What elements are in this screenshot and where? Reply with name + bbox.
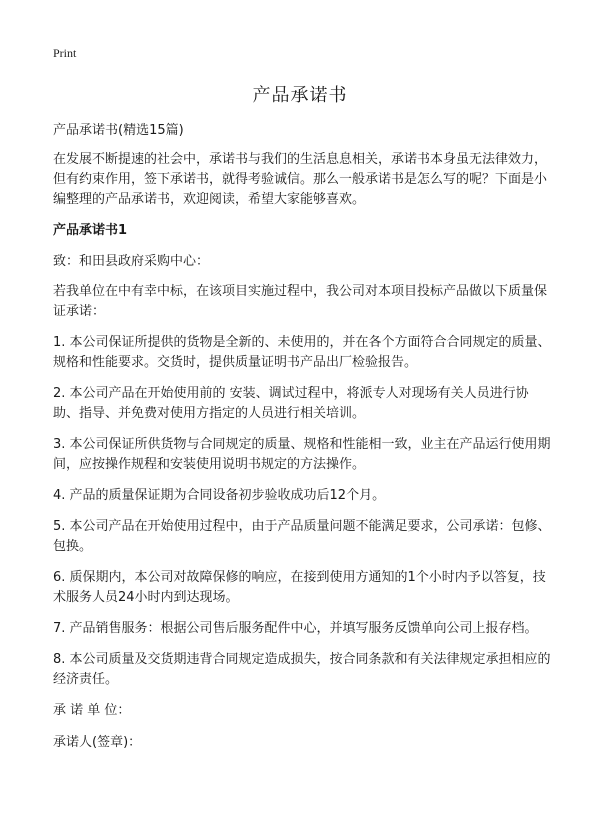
document-body [53,121,553,753]
addressee-line: 致：和田县政府采购中心： [53,254,210,269]
document-title: 产品承诺书 [252,85,348,106]
commitment-item: 8. 本公司质量及交货期违背合同规定造成损失，按合同条款和有关法律规定承担相应的经济责任。 [53,652,551,687]
commitment-item: 7. 产品销售服务：根据公司售后服务配件中心，并填写服务反馈单向公司上报存档。 [53,621,538,636]
lead-paragraph: 若我单位在中有幸中标，在该项目实施过程中，我公司对本项目投标产品做以下质量保证承诺： [53,284,548,319]
commitment-item: 1. 本公司保证所提供的货物是全新的、未使用的，并在各个方面符合合同规定的质量、规格和性能要求。交货时，提供质量证明书产品出厂检验报告。 [53,335,551,370]
commitment-item: 6. 质保期内，本公司对故障保修的响应，在接到使用方通知的1个小时内予以答复，技术服务人员24小时内到达现场。 [53,570,546,605]
commitment-item: 4. 产品的质量保证期为合同设备初步验收成功后12个月。 [53,488,386,503]
commitment-item: 3. 本公司保证所供货物与合同规定的质量、规格和性能相一致，业主在产品运行使用期间，应按操作规程和安装使用说明书规定的方法操作。 [53,437,551,472]
commitment-item: 5. 本公司产品在开始使用过程中，由于产品质量问题不能满足要求，公司承诺：包修、包换。 [53,519,551,554]
commitment-item: 2. 本公司产品在开始使用前的 安装、调试过程中，将派专人对现场有关人员进行协助、指导、并免费对使用方指定的人员进行相关培训。 [53,386,529,421]
document-subtitle: 产品承诺书(精选15篇) [53,123,184,138]
intro-paragraph: 在发展不断提速的社会中，承诺书与我们的生活息息相关，承诺书本身虽无法律效力，但有约束作用，签下承诺书，就得考验诚信。那么一般承诺书是怎么写的呢？下面是小编整理的产品承诺书，欢迎阅读，希望大家能够喜欢。 [53,152,548,207]
print-link[interactable]: Print [53,46,77,60]
signature-person-line: 承诺人(签章)： [53,735,142,750]
signature-unit-line: 承 诺 单 位： [53,703,131,718]
section-heading: 产品承诺书1 [53,223,128,238]
